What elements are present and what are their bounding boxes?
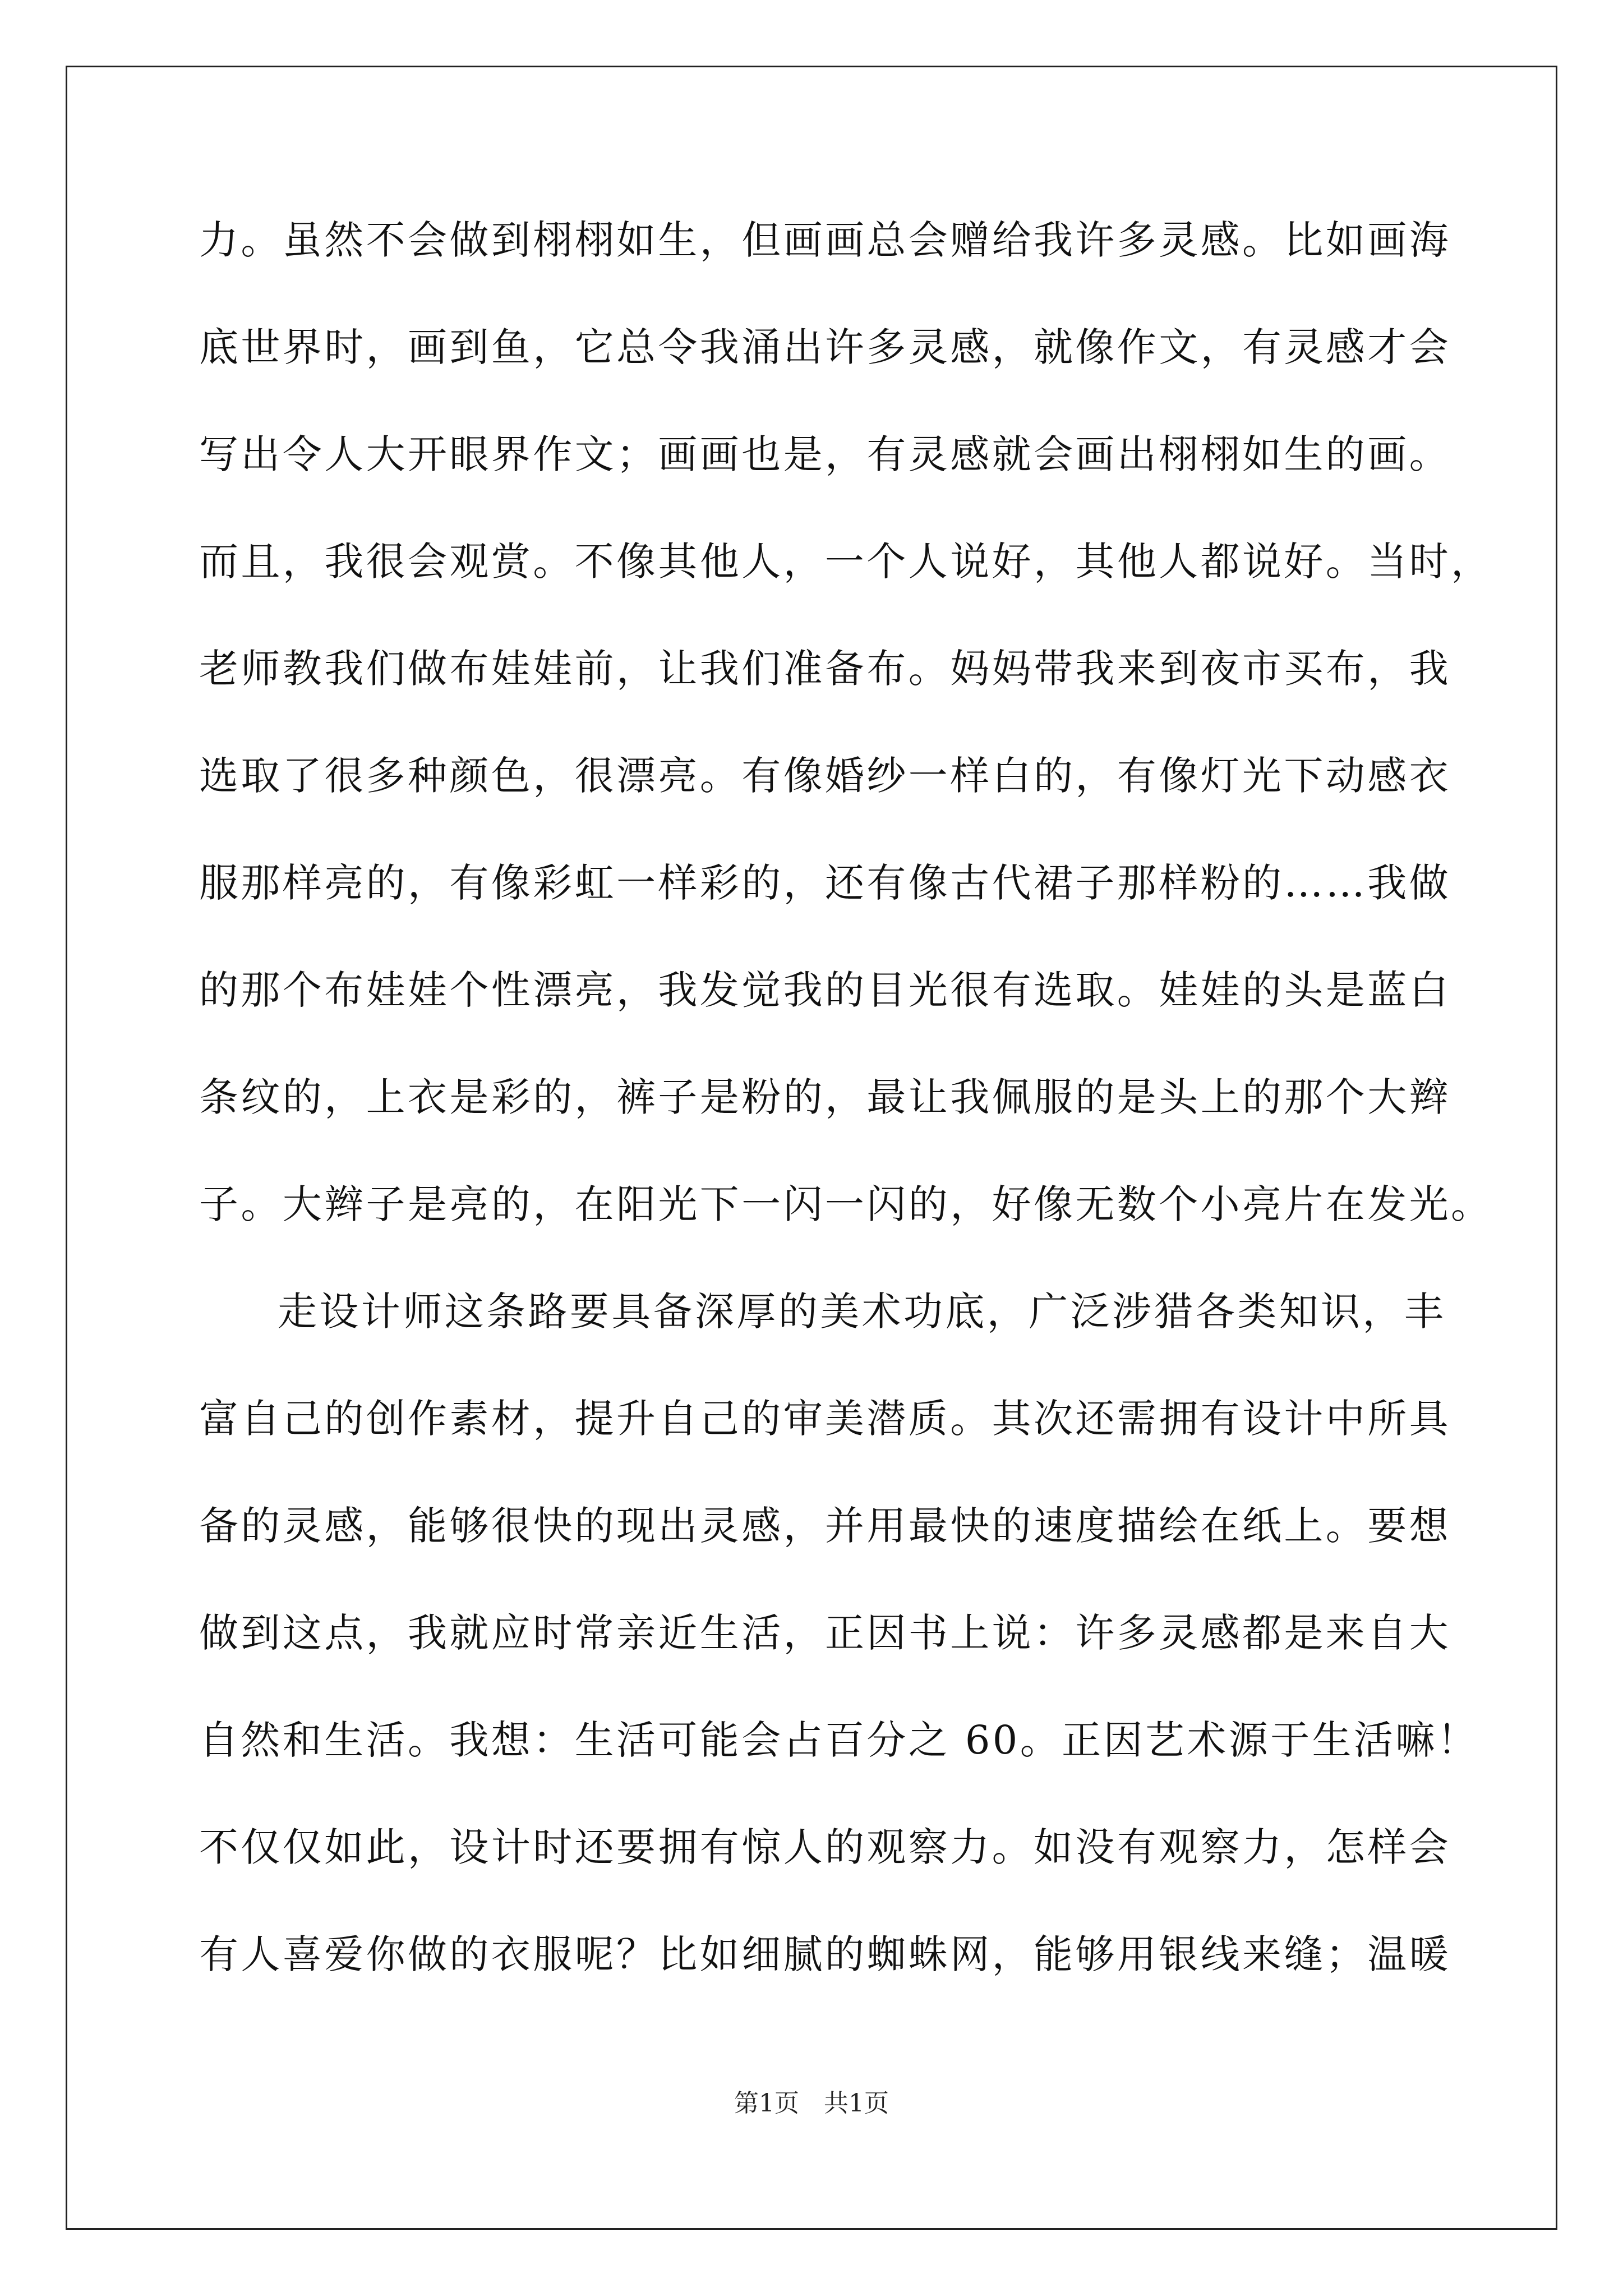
text-line: 底世界时，画到鱼，它总令我涌出许多灵感，就像作文，有灵感才会 (199, 324, 1451, 370)
text-line: 条纹的，上衣是彩的，裤子是粉的，最让我佩服的是头上的那个大辫 (199, 1074, 1451, 1120)
text-line: 不仅仅如此，设计时还要拥有惊人的观察力。如没有观察力，怎样会 (199, 1824, 1451, 1870)
text-line: 写出令人大开眼界作文；画画也是，有灵感就会画出栩栩如生的画。 (199, 431, 1451, 477)
page-number-footer: 第1页 共1页 (734, 2089, 889, 2118)
text-line: 子。大辫子是亮的，在阳光下一闪一闪的，好像无数个小亮片在发光。 (199, 1181, 1493, 1227)
text-line: 自然和生活。我想：生活可能会占百分之 60。正因艺术源于生活嘛！ (199, 1717, 1479, 1763)
text-line: 而且，我很会观赏。不像其他人，一个人说好，其他人都说好。当时， (199, 539, 1493, 585)
text-line: 富自己的创作素材，提升自己的审美潜质。其次还需拥有设计中所具 (199, 1396, 1451, 1442)
text-line: 的那个布娃娃个性漂亮，我发觉我的目光很有选取。娃娃的头是蓝白 (199, 967, 1451, 1013)
page-border (66, 66, 1557, 2230)
text-line: 备的灵感，能够很快的现出灵感，并用最快的速度描绘在纸上。要想 (199, 1503, 1451, 1549)
text-line: 选取了很多种颜色，很漂亮。有像婚纱一样白的，有像灯光下动感衣 (199, 753, 1451, 799)
text-line: 服那样亮的，有像彩虹一样彩的，还有像古代裙子那样粉的……我做 (199, 860, 1451, 906)
paragraph-first-line: 走设计师这条路要具备深厚的美术功底，广泛涉猎各类知识，丰 (278, 1289, 1446, 1335)
text-line: 做到这点，我就应时常亲近生活，正因书上说：许多灵感都是来自大 (199, 1610, 1451, 1656)
text-line: 力。虽然不会做到栩栩如生，但画画总会赠给我许多灵感。比如画海 (199, 217, 1451, 263)
text-line: 老师教我们做布娃娃前，让我们准备布。妈妈带我来到夜市买布，我 (199, 646, 1451, 692)
text-line: 有人喜爱你做的衣服呢？比如细腻的蜘蛛网，能够用银线来缝；温暖 (199, 1931, 1451, 1977)
